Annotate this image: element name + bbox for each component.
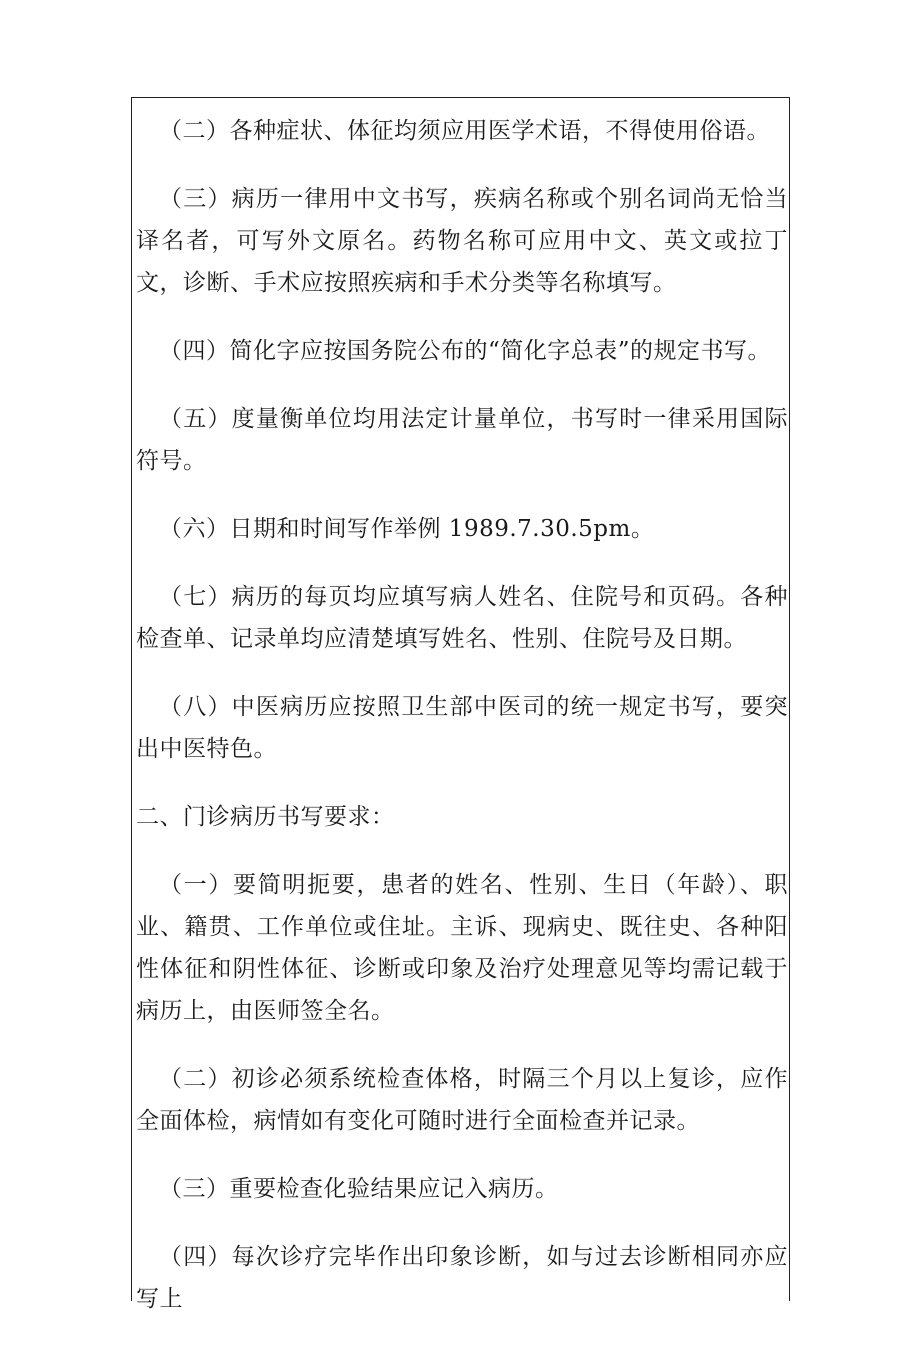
paragraph: （四）每次诊疗完毕作出印象诊断，如与过去诊断相同亦应写上 (136, 1244, 788, 1312)
paragraph: （二）各种症状、体征均须应用医学术语，不得使用俗语。 (159, 118, 770, 144)
paragraph: （二）初诊必须系统检查体格，时隔三个月以上复诊，应作全面体检，病情如有变化可随时进行全面检查并记录。 (136, 1066, 788, 1134)
paragraph: （六）日期和时间写作举例 1989.7.30.5pm。 (159, 516, 655, 542)
paragraph: （八）中医病历应按照卫生部中医司的统一规定书写，要突出中医特色。 (136, 694, 788, 762)
paragraph: （三）病历一律用中文书写，疾病名称或个别名词尚无恰当译名者，可写外文原名。药物名称可应用中文、英文或拉丁文，诊断、手术应按照疾病和手术分类等名称填写。 (136, 186, 788, 296)
paragraph: （一）要简明扼要，患者的姓名、性别、生日（年龄）、职业、籍贯、工作单位或住址。主诉、现病史、既往史、各种阳性体征和阴性体征、诊断或印象及治疗处理意见等均需记载于病历上，由医师签全名。 (136, 872, 788, 1024)
paragraph: （七）病历的每页均应填写病人姓名、住院号和页码。各种检查单、记录单均应清楚填写姓名、性别、住院号及日期。 (136, 584, 788, 652)
paragraph: （四）简化字应按国务院公布的“简化字总表”的规定书写。 (159, 338, 772, 364)
paragraph: （三）重要检查化验结果应记入病历。 (159, 1176, 559, 1202)
section-heading: 二、门诊病历书写要求： (136, 804, 395, 830)
paragraph: （五）度量衡单位均用法定计量单位，书写时一律采用国际符号。 (136, 406, 788, 474)
document-body (136, 110, 788, 1346)
